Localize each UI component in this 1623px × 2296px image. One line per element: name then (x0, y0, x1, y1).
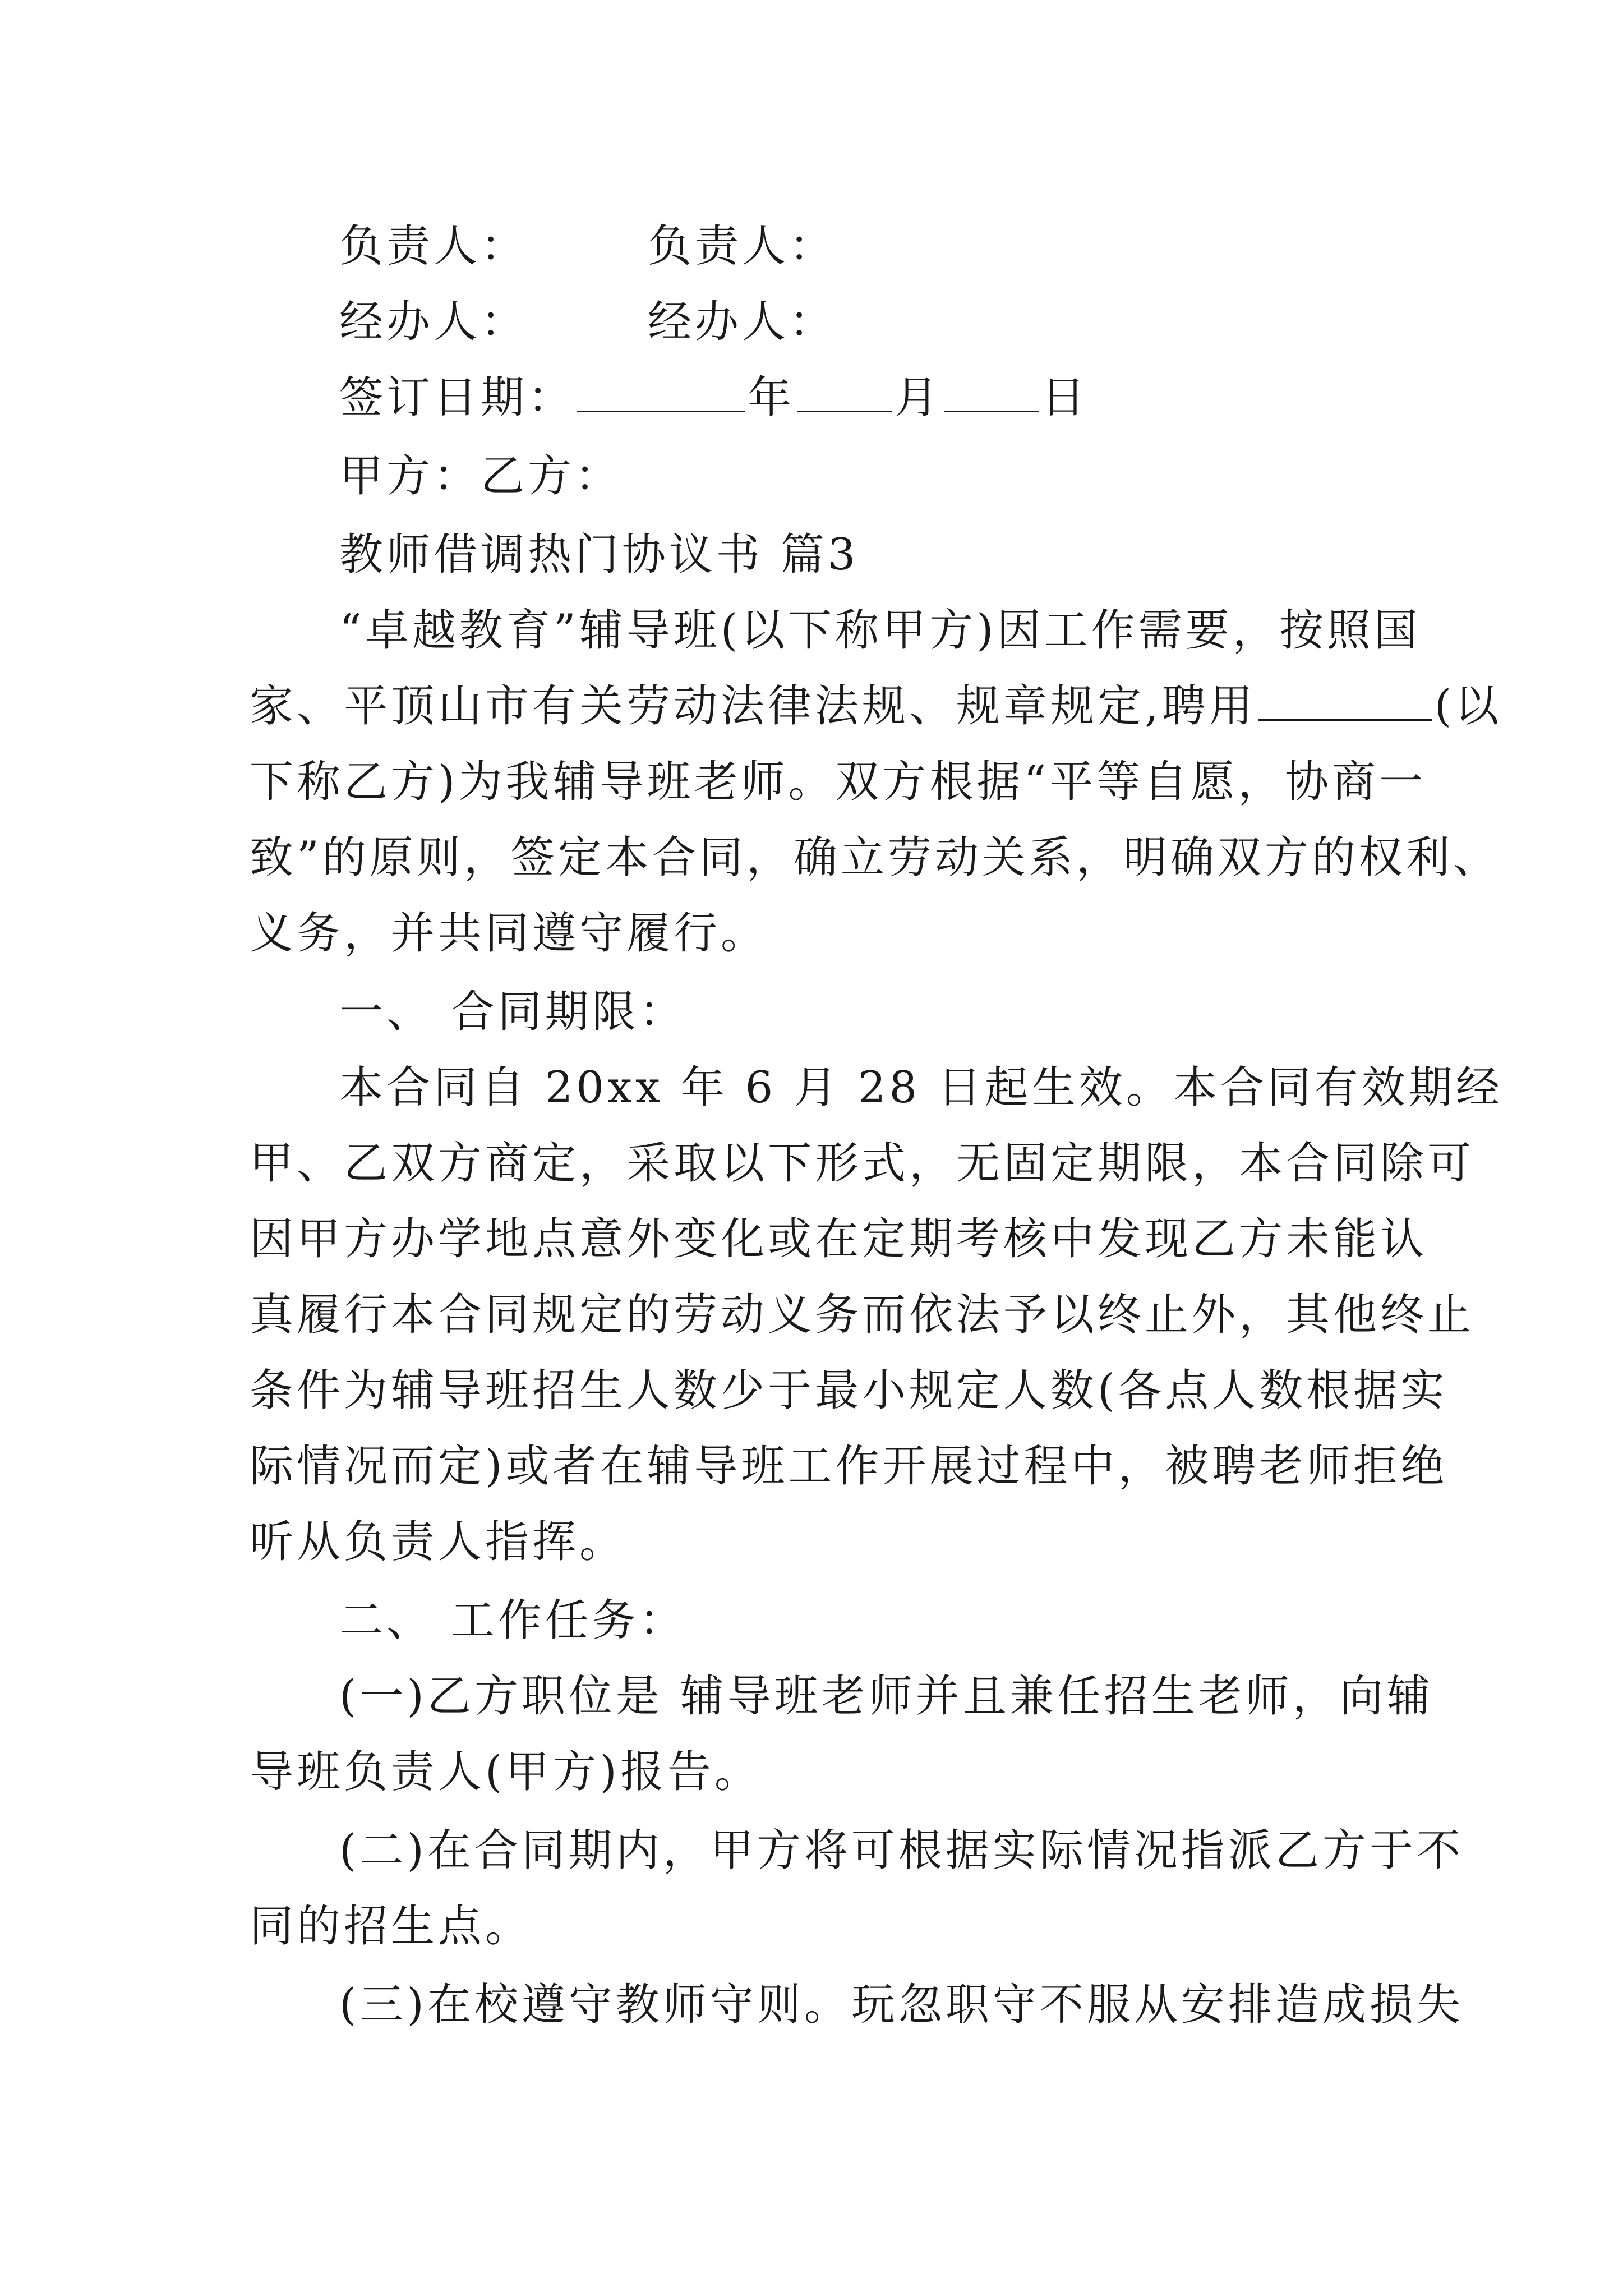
party-b-handler: 经办人： (648, 297, 837, 347)
preamble-line: 致”的原则，签定本合同，确立劳动关系，明确双方的权利、 (250, 832, 1500, 883)
day-blank (944, 376, 1039, 412)
party-b-principal: 负责人： (648, 221, 837, 272)
month-label: 月 (895, 372, 942, 423)
section1-line: 甲、乙双方商定，采取以下形式，无固定期限，本合同除可 (250, 1138, 1475, 1189)
year-blank (577, 376, 745, 412)
preamble-line: 下称乙方)为我辅导班老师。双方根据“平等自愿，协商一 (250, 757, 1427, 807)
sign-date-line (339, 372, 1089, 423)
section2-line: (二)在合同期内，甲方将可根据实际情况指派乙方于不 (339, 1825, 1464, 1876)
section-heading: 教师借调热门协议书 篇3 (339, 530, 859, 580)
parties-line: 甲方：乙方： (339, 451, 623, 501)
section2-line: (三)在校遵守教师守则。玩忽职守不服从安排造成损失 (339, 1980, 1464, 2030)
sign-date-label: 签订日期： (339, 372, 575, 423)
party-a-handler: 经办人： (339, 297, 528, 347)
preamble-line: “卓越教育”辅导班(以下称甲方)因工作需要，按照国 (339, 605, 1421, 656)
day-label: 日 (1041, 372, 1089, 423)
section1-line: 真履行本合同规定的劳动义务而依法予以终止外，其他终止 (250, 1290, 1475, 1340)
section1-line: 因甲方办学地点意外变化或在定期考核中发现乙方未能认 (250, 1214, 1428, 1264)
section2-line: 导班负责人(甲方)报告。 (250, 1747, 762, 1797)
section1-line: 际情况而定)或者在辅导班工作开展过程中，被聘老师拒绝 (250, 1441, 1448, 1492)
preamble-line: 义务，并共同遵守履行。 (250, 908, 768, 959)
section2-title: 二、 工作任务： (339, 1595, 686, 1646)
party-a-principal: 负责人： (339, 221, 528, 272)
employee-name-blank (1258, 684, 1432, 721)
section1-line: 听从负责人指挥。 (250, 1517, 627, 1567)
section1-line: 本合同自 20xx 年 6 月 28 日起生效。本合同有效期经 (339, 1062, 1503, 1113)
section2-line: (一)乙方职位是 辅导班老师并且兼任招生老师，向辅 (339, 1671, 1434, 1722)
section1-title: 一、 合同期限： (339, 987, 686, 1037)
month-blank (797, 376, 892, 412)
section2-line: 同的招生点。 (250, 1901, 533, 1952)
preamble-line: 家、平顶山市有关劳动法律法规、规章规定,聘用 (以 (250, 681, 1502, 731)
year-label: 年 (748, 372, 795, 423)
section1-line: 条件为辅导班招生人数少于最小规定人数(各点人数根据实 (250, 1365, 1448, 1416)
